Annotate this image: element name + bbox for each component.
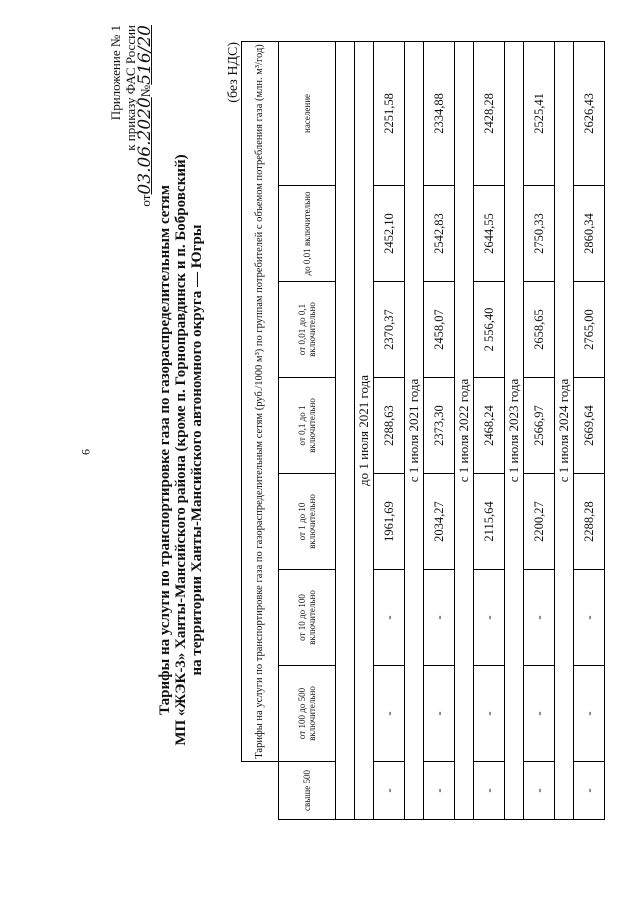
- tariff-value-cell: 2644,55: [474, 186, 505, 282]
- tariff-value-cell: 2034,27: [424, 474, 455, 570]
- tariff-value-cell: -: [524, 666, 555, 762]
- title-line-3: на территории Ханты-Мансийского автономного округа — Югры: [189, 224, 205, 676]
- column-header: от 0,1 до 1 включительно: [279, 378, 336, 474]
- tariff-value-cell: 2251,58: [374, 41, 405, 185]
- corner-cell: [242, 762, 279, 820]
- table-row: [474, 41, 505, 819]
- tariff-value-cell: 2458,07: [424, 282, 455, 378]
- tariff-value-cell: 2452,10: [374, 186, 405, 282]
- column-header: до 0,01 включительно: [279, 186, 336, 282]
- tariff-value-cell: -: [524, 570, 555, 666]
- column-header: население: [279, 41, 336, 185]
- appendix-date-line: [135, 25, 155, 300]
- tariff-value-cell: 2288,63: [374, 378, 405, 474]
- table-body: [355, 41, 605, 819]
- table-row: [524, 41, 555, 819]
- tariff-value-cell: 2428,28: [474, 41, 505, 185]
- tariff-value-cell: -: [424, 762, 455, 820]
- column-header: от 1 до 10 включительно: [279, 474, 336, 570]
- tariff-value-cell: 2750,33: [524, 186, 555, 282]
- tariff-value-cell: 2860,34: [574, 186, 605, 282]
- tariff-value-cell: -: [524, 762, 555, 820]
- table-row: [424, 41, 455, 819]
- column-header: от 10 до 100 включительно: [279, 570, 336, 666]
- rotated-document: [0, 5, 640, 900]
- handwritten-number: 516/20: [135, 25, 155, 85]
- title-line-1: Тарифы на услуги по транспортировке газа по газораспределительным сетям: [157, 185, 173, 715]
- tariff-value-cell: 2626,43: [574, 41, 605, 185]
- tariff-value-cell: 2542,83: [424, 186, 455, 282]
- tariff-value-cell: -: [474, 762, 505, 820]
- tariff-value-cell: 2115,64: [474, 474, 505, 570]
- tariff-value-cell: 2200,27: [524, 474, 555, 570]
- tariff-value-cell: -: [424, 570, 455, 666]
- period-row-label: с 1 июля 2023 года: [505, 41, 524, 819]
- table-main-header: Тарифы на услуги по транспортировке газа по газораспределительным сетям (руб./1000 м³) по группам потребителей с объемом потребления газа (млн. м³/год): [242, 41, 279, 761]
- tariff-value-cell: -: [374, 570, 405, 666]
- appendix-order: к приказу ФАС России: [123, 25, 138, 151]
- tariff-value-cell: 2 556,40: [474, 282, 505, 378]
- tariff-value-cell: 2765,00: [574, 282, 605, 378]
- tariff-value-cell: 2373,30: [424, 378, 455, 474]
- title-line-2: МП «ЖЭК-3» Ханты-Мансийского района (кроме п. Горноправдинск и п. Бобровский): [173, 154, 189, 746]
- column-header: от 100 до 500 включительно: [279, 666, 336, 762]
- period-row-label: с 1 июля 2022 года: [455, 41, 474, 819]
- tariff-value-cell: -: [574, 666, 605, 762]
- date-prefix: от: [138, 194, 153, 207]
- tariff-value-cell: 2669,64: [574, 378, 605, 474]
- column-header: от 0,01 до 0,1 включительно: [279, 282, 336, 378]
- period-row-label: до 1 июля 2021 года: [355, 41, 374, 819]
- tariff-value-cell: -: [474, 666, 505, 762]
- tariff-value-cell: 2525,41: [524, 41, 555, 185]
- tariff-table: [241, 41, 605, 820]
- vat-note: (без НДС): [226, 42, 241, 103]
- table-row: [574, 41, 605, 819]
- tariff-value-cell: -: [374, 666, 405, 762]
- number-prefix: №: [138, 84, 153, 98]
- tariff-value-cell: -: [574, 570, 605, 666]
- tariff-value-cell: 2288,28: [574, 474, 605, 570]
- page-number: 6: [78, 449, 93, 455]
- tariff-value-cell: -: [374, 762, 405, 820]
- handwritten-date: 03.06.2020: [135, 97, 155, 195]
- tariff-value-cell: -: [474, 570, 505, 666]
- tariff-value-cell: 2334,88: [424, 41, 455, 185]
- period-row-label: с 1 июля 2021 года: [405, 41, 424, 819]
- tariff-value-cell: 1961,69: [374, 474, 405, 570]
- tariff-value-cell: 2468,24: [474, 378, 505, 474]
- column-header: свыше 500: [279, 762, 336, 820]
- tariff-value-cell: 2566,97: [524, 378, 555, 474]
- blank-row: [336, 41, 355, 819]
- appendix-title: Приложение № 1: [108, 25, 123, 121]
- tariff-value-cell: -: [424, 666, 455, 762]
- period-row-label: с 1 июля 2024 года: [555, 41, 574, 819]
- table-row: [374, 41, 405, 819]
- tariff-value-cell: -: [574, 762, 605, 820]
- tariff-value-cell: 2658,65: [524, 282, 555, 378]
- tariff-value-cell: 2370,37: [374, 282, 405, 378]
